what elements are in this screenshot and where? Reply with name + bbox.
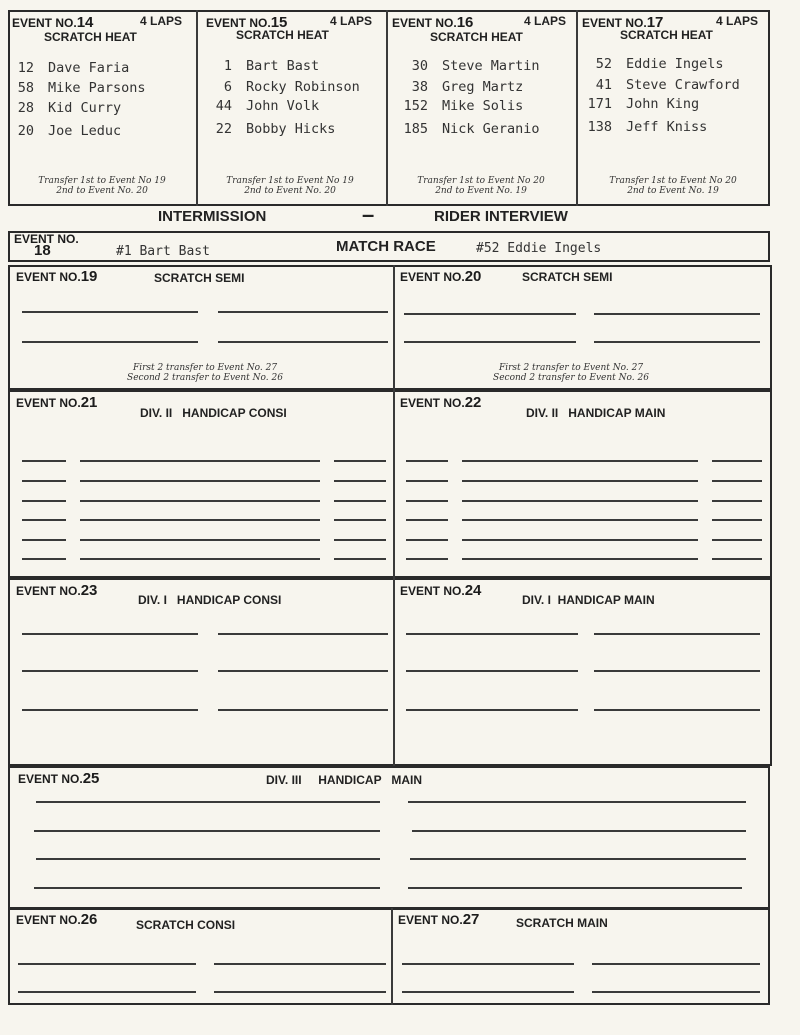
- rider-row: [0, 100, 121, 116]
- result-line: [218, 709, 388, 711]
- rider-name: Bobby Hicks: [246, 121, 336, 137]
- transfer-line-1: Transfer 1st to Event No 20: [417, 176, 545, 186]
- result-line: [218, 670, 388, 672]
- result-line: [412, 830, 746, 832]
- result-line: [712, 500, 762, 502]
- transfer-line-2: 2nd to Event No. 19: [435, 186, 527, 196]
- transfer-line-1: Transfer 1st to Event No 20: [609, 176, 737, 186]
- laps: 4 LAPS: [716, 14, 759, 28]
- result-line: [462, 539, 698, 541]
- event-label: EVENT NO.: [400, 396, 465, 410]
- result-line: [334, 519, 386, 521]
- result-line: [462, 500, 698, 502]
- result-line: [22, 519, 66, 521]
- rider-row: [190, 121, 335, 137]
- result-line: [406, 558, 448, 560]
- event-title: SCRATCH SEMI: [522, 270, 613, 284]
- event-number: [400, 268, 481, 285]
- match-left-rider: #1 Bart Bast: [116, 244, 210, 259]
- result-line: [22, 480, 66, 482]
- event-title: SCRATCH HEAT: [44, 30, 137, 44]
- event-num: 15: [270, 14, 288, 31]
- rider-number: 22: [215, 121, 232, 137]
- result-line: [462, 519, 698, 521]
- result-line: [408, 801, 746, 803]
- rider-number: 30: [411, 58, 428, 74]
- result-line: [712, 519, 762, 521]
- rider-row: [380, 79, 523, 95]
- result-line: [22, 500, 66, 502]
- transfer-line-2: 2nd to Event No. 20: [244, 186, 336, 196]
- event-title: SCRATCH HEAT: [620, 28, 713, 42]
- result-line: [22, 341, 198, 343]
- result-line: [594, 709, 760, 711]
- laps: 4 LAPS: [140, 14, 183, 28]
- result-line: [80, 500, 320, 502]
- rider-interview-label: RIDER INTERVIEW: [434, 208, 568, 225]
- event-title: SCRATCH SEMI: [154, 271, 245, 285]
- divider: [393, 265, 395, 390]
- rider-number: 6: [223, 79, 232, 95]
- transfer-note: [14, 176, 190, 196]
- rider-name: John King: [626, 96, 700, 112]
- result-line: [334, 558, 386, 560]
- transfer-line-1: First 2 transfer to Event No. 27: [132, 363, 278, 373]
- event-num: 24: [464, 582, 482, 599]
- result-line: [18, 963, 196, 965]
- rider-row: [0, 123, 121, 139]
- event-num: 17: [646, 14, 664, 31]
- result-line: [406, 709, 578, 711]
- event-label: EVENT NO.: [206, 16, 271, 30]
- transfer-note: [580, 176, 766, 196]
- event-title: DIV. II HANDICAP MAIN: [526, 406, 666, 420]
- result-line: [22, 558, 66, 560]
- result-line: [406, 480, 448, 482]
- rider-name: Kid Curry: [48, 100, 122, 116]
- rider-name: Bart Bast: [246, 58, 320, 74]
- rider-number: 58: [17, 80, 34, 96]
- intermission-label: INTERMISSION: [158, 208, 267, 225]
- rider-row: [190, 98, 319, 114]
- rider-number: 138: [587, 119, 612, 135]
- rider-name: Mike Solis: [442, 98, 524, 114]
- event-label: EVENT NO.: [392, 16, 457, 30]
- result-line: [406, 633, 578, 635]
- result-line: [402, 991, 574, 993]
- event-number: [16, 582, 97, 599]
- result-line: [80, 539, 320, 541]
- div1-row: [8, 578, 772, 766]
- result-line: [34, 887, 380, 889]
- result-line: [406, 500, 448, 502]
- event-num: 18: [34, 242, 51, 259]
- transfer-line-1: First 2 transfer to Event No. 27: [498, 363, 644, 373]
- result-line: [406, 519, 448, 521]
- result-line: [594, 633, 760, 635]
- event-title: DIV. II HANDICAP CONSI: [140, 406, 287, 420]
- result-line: [214, 991, 386, 993]
- result-line: [34, 830, 380, 832]
- rider-row: [570, 119, 707, 135]
- event-num: 22: [464, 394, 482, 411]
- event-num: 23: [80, 582, 98, 599]
- result-line: [22, 539, 66, 541]
- result-line: [462, 480, 698, 482]
- result-line: [22, 460, 66, 462]
- event-num: 16: [456, 14, 474, 31]
- rider-row: [570, 56, 724, 72]
- rider-number: 44: [215, 98, 232, 114]
- transfer-note: [200, 176, 380, 196]
- event-title: SCRATCH MAIN: [516, 916, 608, 930]
- event-number: [16, 394, 97, 411]
- result-line: [22, 670, 198, 672]
- laps: 4 LAPS: [524, 14, 567, 28]
- result-line: [334, 500, 386, 502]
- rider-name: Jeff Kniss: [626, 119, 708, 135]
- result-line: [402, 963, 574, 965]
- rider-number: 20: [17, 123, 34, 139]
- event-label: EVENT NO.: [398, 913, 463, 927]
- result-line: [462, 558, 698, 560]
- result-line: [594, 313, 760, 315]
- rider-number: 1: [223, 58, 232, 74]
- rider-row: [380, 58, 540, 74]
- event-title: DIV. I HANDICAP CONSI: [138, 593, 282, 607]
- transfer-line-2: 2nd to Event No. 20: [56, 186, 148, 196]
- event-label: EVENT NO.: [12, 16, 77, 30]
- event-label: EVENT NO.: [16, 270, 81, 284]
- event-label: EVENT NO.: [400, 270, 465, 284]
- transfer-note: [388, 176, 574, 196]
- event-number: [12, 14, 93, 31]
- result-line: [592, 991, 760, 993]
- rider-name: Greg Martz: [442, 79, 524, 95]
- event-label: EVENT NO.: [16, 913, 81, 927]
- result-line: [712, 480, 762, 482]
- transfer-line-2: Second 2 transfer to Event No. 26: [493, 373, 649, 383]
- result-line: [22, 311, 198, 313]
- event-number: [400, 582, 481, 599]
- laps: 4 LAPS: [330, 14, 373, 28]
- rider-number: 152: [403, 98, 428, 114]
- match-right-rider: #52 Eddie Ingels: [476, 241, 602, 256]
- rider-name: Joe Leduc: [48, 123, 122, 139]
- transfer-note: [406, 363, 736, 383]
- rider-name: Steve Crawford: [626, 77, 740, 93]
- event-title: SCRATCH HEAT: [430, 30, 523, 44]
- event-num: 21: [80, 394, 98, 411]
- result-line: [594, 670, 760, 672]
- result-line: [592, 963, 760, 965]
- result-line: [712, 539, 762, 541]
- event-label: EVENT NO.: [16, 584, 81, 598]
- rider-name: Dave Faria: [48, 60, 130, 76]
- intermission-dash: –: [362, 202, 375, 227]
- event-label: EVENT NO.: [18, 772, 83, 786]
- transfer-line-2: 2nd to Event No. 19: [627, 186, 719, 196]
- rider-number: 185: [403, 121, 428, 137]
- event-num: 14: [76, 14, 94, 31]
- event-number: [16, 911, 97, 928]
- event-number: [18, 770, 99, 787]
- event-num: 26: [80, 911, 98, 928]
- event-number: [400, 394, 481, 411]
- event-label: EVENT NO.: [14, 232, 79, 246]
- transfer-line-2: Second 2 transfer to Event No. 26: [127, 373, 283, 383]
- transfer-line-1: Transfer 1st to Event No 19: [38, 176, 166, 186]
- rider-number: 28: [17, 100, 34, 116]
- divider: [393, 578, 395, 766]
- rider-name: John Volk: [246, 98, 320, 114]
- rider-number: 171: [587, 96, 612, 112]
- transfer-line-1: Transfer 1st to Event No 19: [226, 176, 354, 186]
- event-num: 27: [462, 911, 480, 928]
- result-line: [334, 460, 386, 462]
- event-title: DIV. I HANDICAP MAIN: [522, 593, 655, 607]
- rider-row: [0, 80, 146, 96]
- rider-name: Steve Martin: [442, 58, 540, 74]
- result-line: [462, 460, 698, 462]
- result-line: [36, 858, 380, 860]
- result-line: [80, 460, 320, 462]
- result-line: [594, 341, 760, 343]
- event-title: DIV. III HANDICAP MAIN: [266, 773, 423, 787]
- result-line: [214, 963, 386, 965]
- rider-row: [380, 121, 540, 137]
- rider-name: Rocky Robinson: [246, 79, 360, 95]
- event-label: EVENT NO.: [16, 396, 81, 410]
- result-line: [36, 801, 380, 803]
- rider-number: 38: [411, 79, 428, 95]
- divider: [393, 390, 395, 578]
- event-num: 19: [80, 268, 98, 285]
- result-line: [404, 341, 576, 343]
- event-num: 25: [82, 770, 100, 787]
- event-label: EVENT NO.: [582, 16, 647, 30]
- event-number: [398, 911, 479, 928]
- result-line: [80, 480, 320, 482]
- event-label: EVENT NO.: [400, 584, 465, 598]
- event-title: SCRATCH HEAT: [236, 28, 329, 42]
- rider-row: [0, 60, 129, 76]
- event-num: 20: [464, 268, 482, 285]
- result-line: [410, 858, 746, 860]
- result-line: [406, 460, 448, 462]
- result-line: [712, 558, 762, 560]
- result-line: [80, 558, 320, 560]
- result-line: [80, 519, 320, 521]
- result-line: [18, 991, 196, 993]
- result-line: [22, 633, 198, 635]
- result-line: [218, 341, 388, 343]
- rider-name: Mike Parsons: [48, 80, 146, 96]
- result-line: [406, 670, 578, 672]
- event-number: [392, 14, 473, 31]
- result-line: [406, 539, 448, 541]
- event-number: [14, 233, 79, 257]
- result-line: [334, 539, 386, 541]
- result-line: [404, 313, 576, 315]
- rider-row: [190, 79, 360, 95]
- transfer-note: [40, 363, 370, 383]
- rider-row: [380, 98, 523, 114]
- result-line: [218, 633, 388, 635]
- result-line: [334, 480, 386, 482]
- divider: [391, 908, 393, 1005]
- result-line: [22, 709, 198, 711]
- result-line: [408, 887, 742, 889]
- rider-number: 12: [17, 60, 34, 76]
- event-title: SCRATCH CONSI: [136, 918, 236, 932]
- match-race-title: MATCH RACE: [336, 238, 436, 255]
- rider-number: 41: [595, 77, 612, 93]
- result-line: [712, 460, 762, 462]
- rider-number: 52: [595, 56, 612, 72]
- rider-name: Eddie Ingels: [626, 56, 724, 72]
- event-number: [16, 268, 97, 285]
- rider-row: [570, 96, 699, 112]
- rider-row: [190, 58, 319, 74]
- rider-row: [570, 77, 740, 93]
- rider-name: Nick Geranio: [442, 121, 540, 137]
- result-line: [218, 311, 388, 313]
